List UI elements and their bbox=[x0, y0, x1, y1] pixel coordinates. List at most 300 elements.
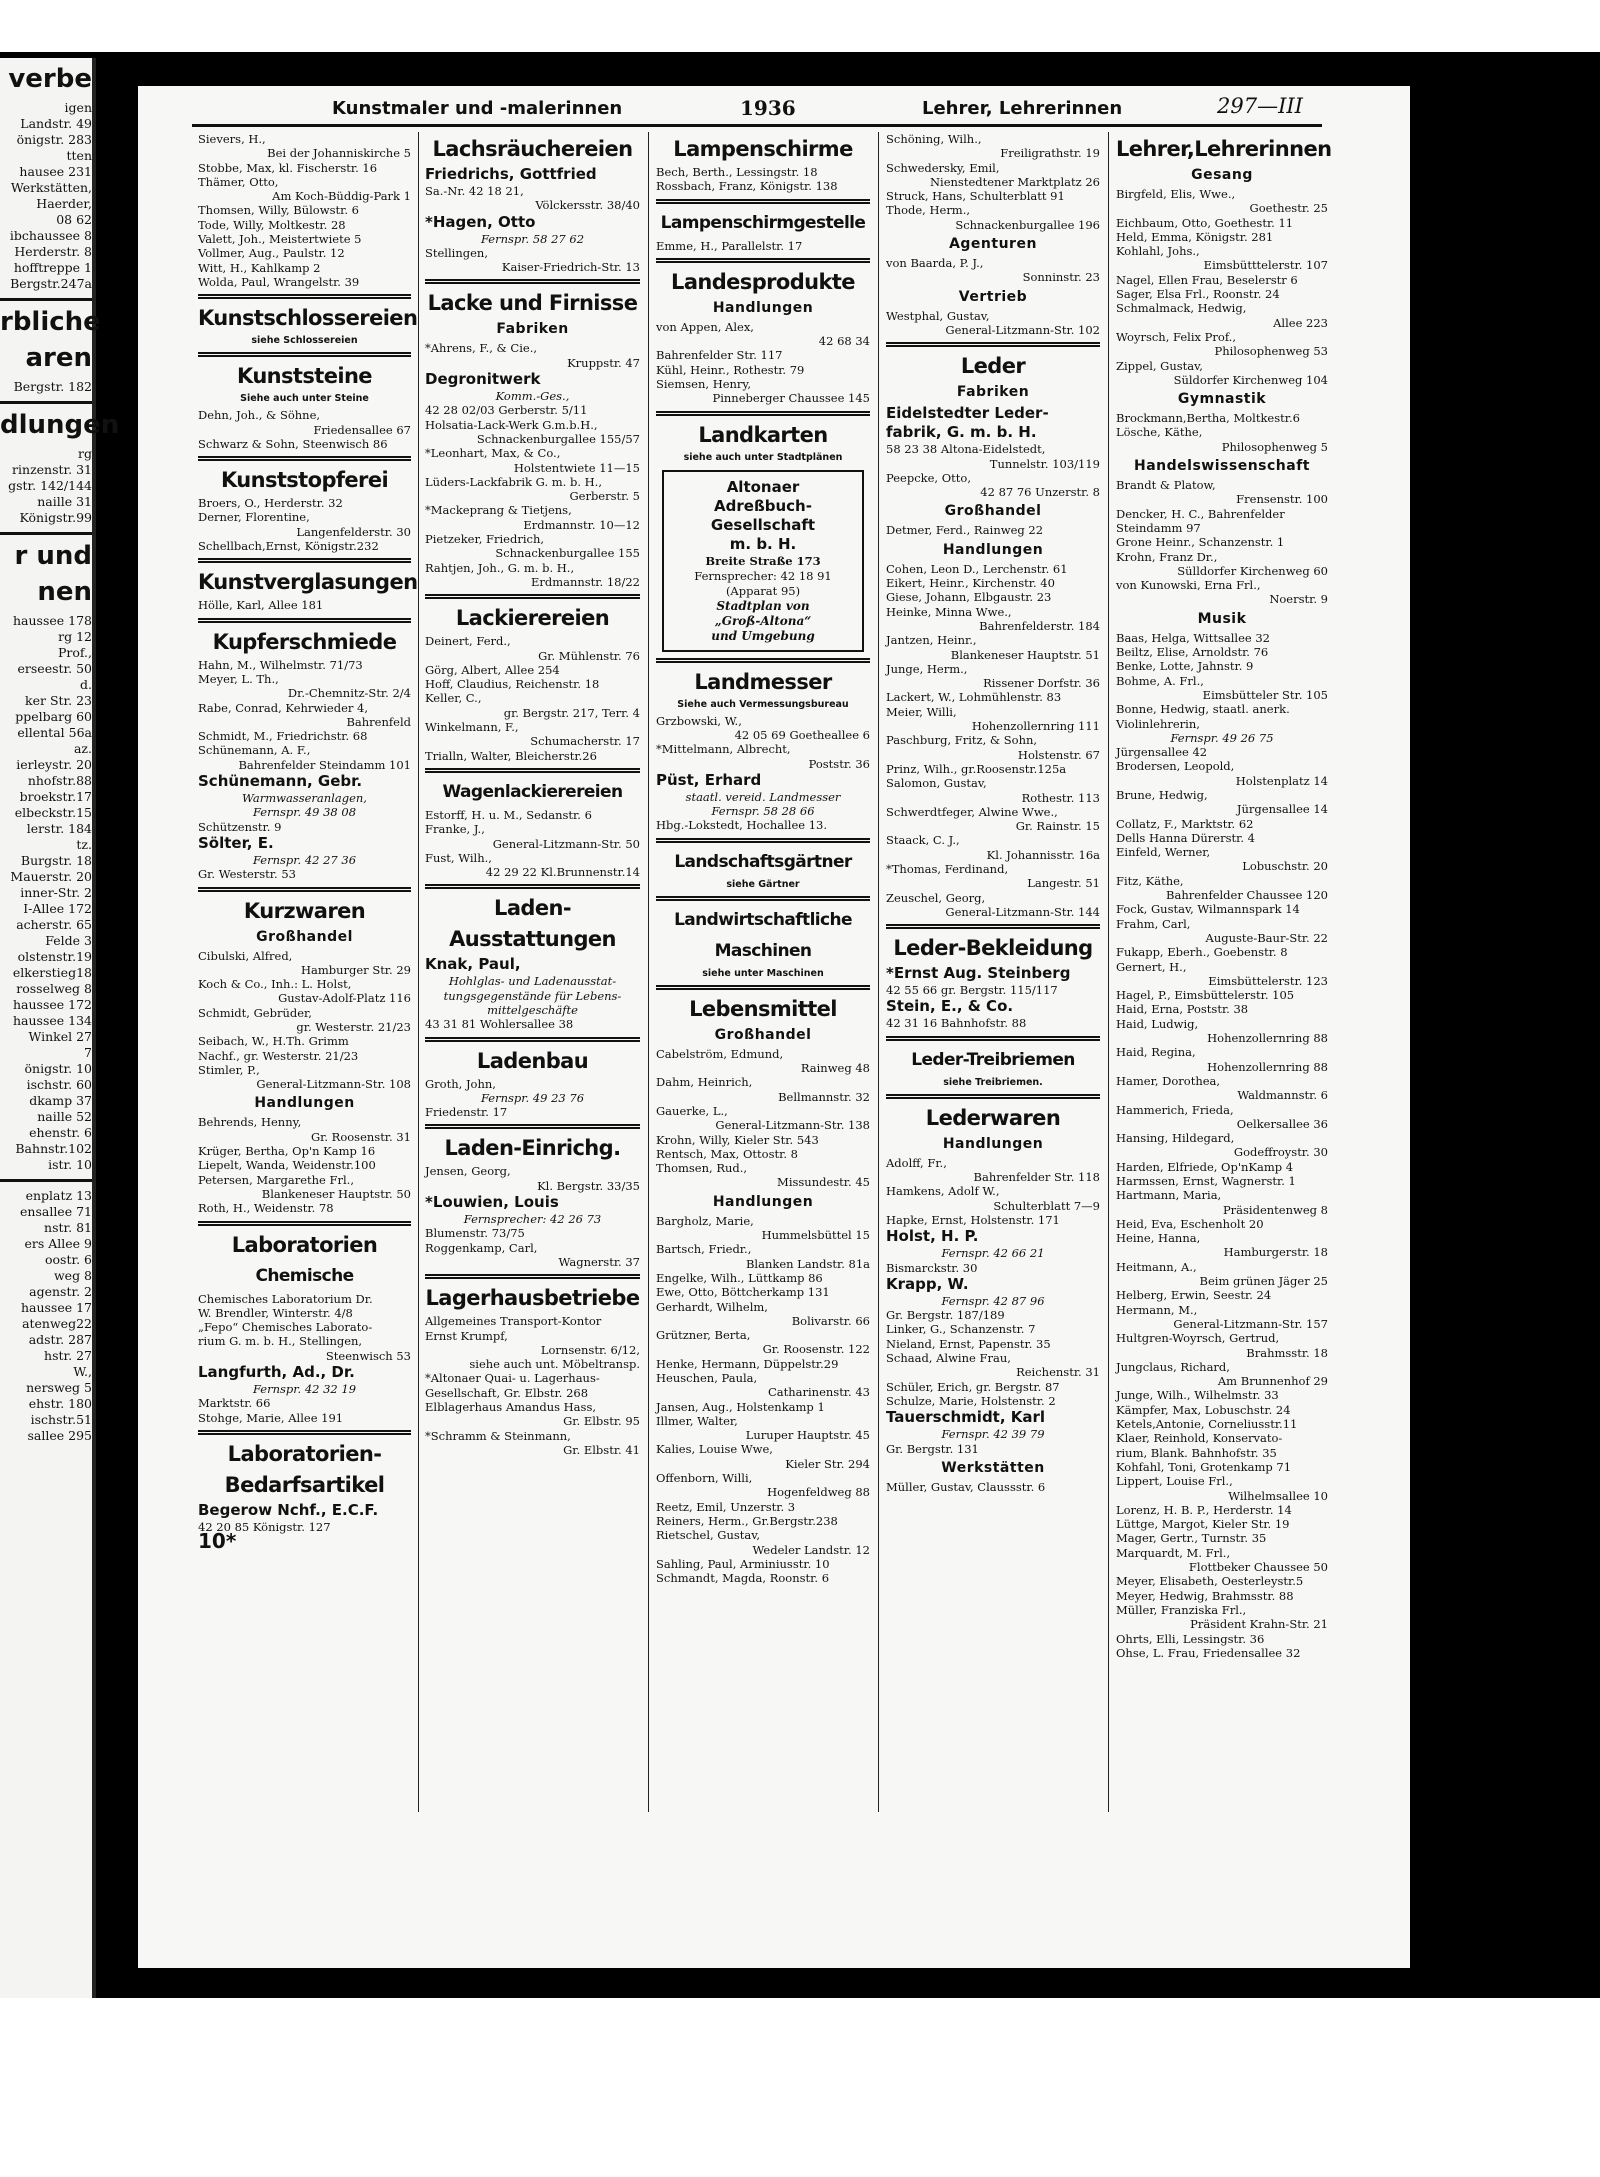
directory-entry: Kämpfer, Max, Lobuschstr. 24 bbox=[1116, 1402, 1291, 1417]
advertisement-line: (Apparat 95) bbox=[725, 583, 801, 598]
subsection-heading: Handlungen bbox=[942, 1135, 1044, 1152]
directory-entry: Mager, Gertr., Turnstr. 35 bbox=[1116, 1531, 1267, 1546]
section-rule bbox=[425, 884, 640, 889]
directory-entry: *Thomas, Ferdinand, bbox=[886, 861, 1009, 876]
left-page-text: Werkstätten, bbox=[10, 180, 92, 195]
left-page-text: aren bbox=[25, 343, 92, 373]
directory-entry: General-Litzmann-Str. 144 bbox=[945, 904, 1100, 919]
directory-entry: Held, Emma, Königstr. 281 bbox=[1116, 229, 1274, 244]
directory-entry: Grone Heinr., Schanzenstr. 1 bbox=[1116, 535, 1285, 550]
adjacent-page-fragment bbox=[0, 58, 120, 1998]
directory-entry: von Kunowski, Erna Frl., bbox=[1116, 578, 1261, 593]
section-rule bbox=[886, 342, 1100, 347]
left-page-text: haussee 17 bbox=[20, 1300, 92, 1315]
subsection-heading: Handelswissenschaft bbox=[1134, 458, 1310, 475]
highlighted-entry: Holst, H. P. bbox=[886, 1227, 979, 1246]
left-page-text: Mauerstr. 20 bbox=[10, 869, 92, 884]
directory-entry: Jensen, Georg, bbox=[425, 1164, 511, 1179]
directory-entry: Kruppstr. 47 bbox=[567, 355, 640, 370]
directory-entry: Godeffroystr. 30 bbox=[1233, 1145, 1328, 1160]
left-page-text: önigstr. 10 bbox=[24, 1061, 92, 1076]
column-divider bbox=[418, 132, 419, 1812]
directory-entry: Langestr. 51 bbox=[1027, 876, 1100, 891]
directory-entry: Krohn, Willy, Kieler Str. 543 bbox=[656, 1132, 819, 1147]
entry-note: Fernspr. 42 87 96 bbox=[941, 1293, 1045, 1308]
left-page-text: adstr. 287 bbox=[28, 1332, 92, 1347]
directory-entry: 42 31 16 Bahnhofstr. 88 bbox=[886, 1016, 1027, 1031]
left-page-rule bbox=[0, 298, 92, 301]
directory-entry: Cabelström, Edmund, bbox=[656, 1046, 784, 1061]
directory-entry: Krohn, Franz Dr., bbox=[1116, 549, 1218, 564]
left-page-text: dkamp 37 bbox=[29, 1093, 92, 1108]
page-number: 297—III bbox=[1217, 94, 1303, 118]
directory-entry: Bolivarstr. 66 bbox=[791, 1313, 870, 1328]
left-page-text: gstr. 142/144 bbox=[8, 478, 92, 493]
directory-entry: Am Koch-Büddig-Park 1 bbox=[272, 189, 411, 204]
directory-entry: Hoff, Claudius, Reichenstr. 18 bbox=[425, 677, 600, 692]
highlighted-entry: Tauerschmidt, Karl bbox=[886, 1408, 1046, 1427]
left-page-text: istr. 10 bbox=[48, 1157, 92, 1172]
highlighted-entry: Knak, Paul, bbox=[425, 955, 521, 974]
directory-entry: Sager, Elsa Frl., Roonstr. 24 bbox=[1116, 287, 1280, 302]
directory-entry: Gustav-Adolf-Platz 116 bbox=[278, 991, 411, 1006]
directory-entry: Holstenstr. 67 bbox=[1017, 747, 1100, 762]
section-rule bbox=[425, 594, 640, 599]
directory-entry: Gr. Roosenstr. 122 bbox=[762, 1342, 870, 1357]
directory-entry: Zippel, Gustav, bbox=[1116, 358, 1203, 373]
directory-entry: Dencker, H. C., Bahrenfelder bbox=[1116, 506, 1285, 521]
directory-entry: Brodersen, Leopold, bbox=[1116, 759, 1235, 774]
left-page-rule bbox=[0, 401, 92, 404]
section-rule bbox=[886, 924, 1100, 929]
directory-entry: Gerberstr. 5 bbox=[569, 489, 640, 504]
directory-entry: Wolda, Paul, Wrangelstr. 39 bbox=[198, 274, 360, 289]
section-rule bbox=[425, 279, 640, 284]
directory-entry: Allgemeines Transport-Kontor bbox=[425, 1314, 602, 1329]
header-year: 1936 bbox=[740, 96, 796, 120]
directory-entry: von Appen, Alex, bbox=[656, 319, 754, 334]
directory-entry: Stobbe, Max, kl. Fischerstr. 16 bbox=[198, 160, 378, 175]
section-rule bbox=[656, 199, 870, 204]
directory-entry: Stimler, P., bbox=[198, 1062, 260, 1077]
directory-entry: Hammerich, Frieda, bbox=[1116, 1102, 1234, 1117]
directory-entry: Lippert, Louise Frl., bbox=[1116, 1474, 1233, 1489]
section-rule bbox=[886, 1036, 1100, 1041]
directory-entry: Siemsen, Henry, bbox=[656, 377, 752, 392]
directory-entry: Rabe, Conrad, Kehrwieder 4, bbox=[198, 700, 369, 715]
directory-entry: Schnackenburgallee 196 bbox=[955, 217, 1100, 232]
directory-entry: Witt, H., Kahlkamp 2 bbox=[198, 260, 321, 275]
directory-entry: Bonne, Hedwig, staatl. anerk. bbox=[1116, 702, 1290, 717]
directory-entry: Friedensallee 67 bbox=[313, 422, 411, 437]
directory-entry: Hamburgerstr. 18 bbox=[1223, 1245, 1328, 1260]
directory-entry: 42 20 85 Königstr. 127 bbox=[198, 1519, 331, 1534]
left-page-text: haussee 178 bbox=[12, 613, 92, 628]
left-page-text: hstr. 27 bbox=[44, 1348, 92, 1363]
left-page-text: ibchaussee 8 bbox=[9, 228, 92, 243]
column-4 bbox=[886, 132, 1100, 1912]
directory-entry: Frahm, Carl, bbox=[1116, 916, 1191, 931]
directory-entry: Bellmannstr. 32 bbox=[778, 1089, 870, 1104]
left-page-text: broekstr.17 bbox=[19, 789, 92, 804]
directory-entry: Kl. Johannisstr. 16a bbox=[986, 847, 1100, 862]
left-page-text: ers Allee 9 bbox=[24, 1236, 92, 1251]
directory-entry: Peepcke, Otto, bbox=[886, 470, 971, 485]
section-heading: Landesprodukte bbox=[671, 269, 855, 294]
directory-entry: Waldmannstr. 6 bbox=[1237, 1088, 1328, 1103]
entry-note: tungsgegenstände für Lebens- bbox=[443, 988, 622, 1003]
directory-entry: Brockmann,Bertha, Moltkestr.6 bbox=[1116, 411, 1300, 426]
left-page-text: W., bbox=[73, 1364, 92, 1379]
directory-entry: Thämer, Otto, bbox=[198, 174, 279, 189]
directory-entry: 58 23 38 Altona-Eidelstedt, bbox=[886, 442, 1046, 457]
directory-entry: Schwedersky, Emil, bbox=[886, 160, 1000, 175]
directory-entry: Winkelmann, F., bbox=[425, 720, 519, 735]
directory-entry: Bahrenfelder Str. 118 bbox=[973, 1170, 1100, 1185]
directory-entry: Schulterblatt 7—9 bbox=[993, 1198, 1100, 1213]
section-rule bbox=[198, 1430, 411, 1435]
directory-entry: Kieler Str. 294 bbox=[785, 1456, 870, 1471]
header-rule bbox=[192, 124, 1322, 127]
directory-entry: Hölle, Karl, Allee 181 bbox=[198, 598, 324, 613]
directory-entry: Marktstr. 66 bbox=[198, 1396, 271, 1411]
directory-entry: Noerstr. 9 bbox=[1269, 592, 1328, 607]
directory-entry: Lüttge, Margot, Kieler Str. 19 bbox=[1116, 1517, 1290, 1532]
cross-reference: siehe unter Maschinen bbox=[702, 967, 824, 979]
directory-entry: Eikert, Heinr., Kirchenstr. 40 bbox=[886, 576, 1055, 591]
directory-entry: Wagnerstr. 37 bbox=[558, 1254, 640, 1269]
section-heading: Kurzwaren bbox=[243, 898, 366, 923]
entry-note: mittelgeschäfte bbox=[487, 1002, 578, 1017]
section-heading: Lacke und Firnisse bbox=[427, 291, 638, 316]
directory-entry: Luruper Hauptstr. 45 bbox=[745, 1428, 870, 1443]
highlighted-entry: *Hagen, Otto bbox=[425, 212, 536, 231]
directory-entry: Illmer, Walter, bbox=[656, 1413, 738, 1428]
directory-entry: Jansen, Aug., Holstenkamp 1 bbox=[656, 1399, 825, 1414]
section-heading: Kunststeine bbox=[237, 364, 372, 389]
directory-entry: 42 55 66 gr. Bergstr. 115/117 bbox=[886, 983, 1058, 998]
directory-entry: Marquardt, M. Frl., bbox=[1116, 1545, 1231, 1560]
directory-entry: General-Litzmann-Str. 50 bbox=[492, 836, 640, 851]
entry-note: Fernspr. 42 39 79 bbox=[941, 1427, 1045, 1442]
section-rule bbox=[198, 1221, 411, 1226]
directory-entry: Cibulski, Alfred, bbox=[198, 948, 293, 963]
left-page-text: ppelbarg 60 bbox=[15, 709, 92, 724]
directory-entry: Tunnelstr. 103/119 bbox=[989, 456, 1100, 471]
entry-note: Fernspr. 42 66 21 bbox=[941, 1246, 1045, 1261]
directory-entry: gr. Bergstr. 217, Terr. 4 bbox=[503, 705, 640, 720]
left-page-text: tz. bbox=[76, 837, 92, 852]
left-page-text: Landstr. 49 bbox=[20, 116, 92, 131]
directory-entry: Fock, Gustav, Wilmannspark 14 bbox=[1116, 902, 1300, 917]
directory-entry: Schünemann, A. F., bbox=[198, 743, 311, 758]
left-page-text: ierleystr. 20 bbox=[16, 757, 92, 772]
directory-entry: Schnackenburgallee 155/57 bbox=[476, 431, 640, 446]
directory-entry: Helberg, Erwin, Seestr. 24 bbox=[1116, 1288, 1272, 1303]
subsection-heading: Handlungen bbox=[942, 541, 1044, 558]
directory-entry: Hultgren-Woyrsch, Gertrud, bbox=[1116, 1331, 1280, 1346]
left-page-text: acherstr. 65 bbox=[16, 917, 92, 932]
entry-note: Warmwasseranlagen, bbox=[242, 791, 367, 806]
directory-entry: Jürgensallee 42 bbox=[1116, 745, 1208, 760]
directory-entry: Eimsbütteler Str. 105 bbox=[1202, 687, 1328, 702]
section-heading: Kupferschmiede bbox=[212, 629, 397, 654]
left-page-text: az. bbox=[73, 741, 92, 756]
directory-entry: *Leonhart, Max, & Co., bbox=[425, 446, 561, 461]
directory-entry: Gesellschaft, Gr. Elbstr. 268 bbox=[425, 1385, 589, 1400]
directory-entry: Rainweg 48 bbox=[800, 1061, 870, 1076]
directory-entry: Stellingen, bbox=[425, 245, 488, 260]
left-page-text: ischstr.51 bbox=[30, 1412, 92, 1427]
directory-entry: Haid, Ludwig, bbox=[1116, 1016, 1199, 1031]
directory-entry: Sahling, Paul, Arminiusstr. 10 bbox=[656, 1556, 830, 1571]
highlighted-entry: fabrik, G. m. b. H. bbox=[886, 423, 1037, 442]
directory-entry: Langenfelderstr. 30 bbox=[296, 524, 411, 539]
left-page-text: rinzenstr. 31 bbox=[12, 462, 92, 477]
section-heading: Leder-Bekleidung bbox=[893, 936, 1093, 961]
directory-entry: *Ahrens, F., & Cie., bbox=[425, 341, 538, 356]
directory-entry: Rissener Dorfstr. 36 bbox=[983, 676, 1100, 691]
directory-entry: Schwerdtfeger, Alwine Wwe., bbox=[886, 804, 1058, 819]
directory-entry: Junge, Wilh., Wilhelmstr. 33 bbox=[1116, 1388, 1279, 1403]
section-rule bbox=[425, 1037, 640, 1042]
section-heading: Leder-Treibriemen bbox=[911, 1049, 1075, 1070]
directory-entry: Koch & Co., Inh.: L. Holst, bbox=[198, 977, 352, 992]
left-page-text: inner-Str. 2 bbox=[20, 885, 92, 900]
directory-entry: 42 29 22 Kl.Brunnenstr.14 bbox=[485, 865, 640, 880]
directory-entry: Präsident Krahn-Str. 21 bbox=[1190, 1617, 1328, 1632]
directory-entry: Ohrts, Elli, Lessingstr. 36 bbox=[1116, 1631, 1265, 1646]
directory-entry: Schellbach,Ernst, Königstr.232 bbox=[198, 539, 379, 554]
directory-entry: Eimsbütttelerstr. 107 bbox=[1203, 258, 1328, 273]
section-rule bbox=[656, 411, 870, 416]
advertisement-box bbox=[662, 470, 864, 652]
directory-entry: Reetz, Emil, Unzerstr. 3 bbox=[656, 1499, 796, 1514]
directory-entry: Hapke, Ernst, Holstenstr. 171 bbox=[886, 1212, 1060, 1227]
left-page-text: Königstr.99 bbox=[19, 510, 92, 525]
left-page-text: igen bbox=[64, 100, 92, 115]
left-page-text: d. bbox=[80, 677, 92, 692]
section-rule bbox=[656, 838, 870, 843]
advertisement-line: Adreßbuch- bbox=[714, 496, 812, 515]
subsection-heading: Großhandel bbox=[714, 1026, 812, 1043]
directory-entry: Thode, Herm., bbox=[886, 203, 971, 218]
directory-entry: Hartmann, Maria, bbox=[1116, 1188, 1222, 1203]
subsection-heading: Großhandel bbox=[256, 928, 353, 945]
directory-entry: Heid, Eva, Eschenholt 20 bbox=[1116, 1216, 1264, 1231]
directory-entry: Hamkens, Adolf W., bbox=[886, 1184, 1000, 1199]
section-rule bbox=[198, 618, 411, 623]
directory-entry: Gr. Westerstr. 53 bbox=[198, 867, 296, 882]
directory-entry: Gerhardt, Wilhelm, bbox=[656, 1299, 768, 1314]
directory-entry: Heinke, Minna Wwe., bbox=[886, 604, 1012, 619]
directory-entry: *Schramm & Steinmann, bbox=[425, 1428, 571, 1443]
left-page-rule bbox=[0, 532, 92, 535]
directory-entry: Gr. Bergstr. 131 bbox=[886, 1441, 979, 1456]
entry-note: Fernspr. 49 23 76 bbox=[480, 1090, 585, 1105]
entry-note: Hohlglas- und Ladenausstat- bbox=[448, 974, 617, 989]
subsection-heading: Musik bbox=[1197, 610, 1247, 627]
section-rule bbox=[425, 768, 640, 773]
left-page-text: nersweg 5 bbox=[26, 1380, 92, 1395]
left-page-text: rosselweg 8 bbox=[16, 981, 92, 996]
directory-entry: Harmssen, Ernst, Wagnerstr. 1 bbox=[1116, 1174, 1296, 1188]
section-rule bbox=[198, 294, 411, 299]
directory-entry: Emme, H., Parallelstr. 17 bbox=[656, 238, 803, 253]
left-page-text: atenweg22 bbox=[22, 1316, 92, 1331]
directory-entry: Bahrenfeld bbox=[346, 714, 411, 729]
page-header bbox=[192, 94, 1322, 124]
section-heading: Ausstattungen bbox=[449, 927, 616, 952]
section-heading: Lampenschirme bbox=[673, 137, 853, 161]
left-page-text: nhofstr.88 bbox=[27, 773, 92, 788]
directory-entry: Dells Hanna Dürerstr. 4 bbox=[1116, 830, 1255, 845]
section-heading: Lederwaren bbox=[925, 1105, 1061, 1130]
directory-entry: Grützner, Berta, bbox=[656, 1328, 751, 1343]
directory-entry: Görg, Albert, Allee 254 bbox=[425, 662, 560, 677]
directory-entry: Heine, Hanna, bbox=[1116, 1231, 1201, 1246]
directory-entry: Tode, Willy, Moltkestr. 28 bbox=[198, 217, 346, 232]
directory-entry: siehe auch unt. Möbeltransp. bbox=[469, 1357, 640, 1372]
directory-entry: Prinz, Wilh., gr.Roosenstr.125a bbox=[886, 761, 1067, 776]
left-page-text: rg bbox=[78, 446, 92, 461]
directory-entry: Meyer, Elisabeth, Oesterleystr.5 bbox=[1116, 1574, 1304, 1589]
directory-entry: gr. Westerstr. 21/23 bbox=[296, 1019, 411, 1034]
subsection-heading: Handlungen bbox=[712, 299, 814, 316]
directory-entry: Brune, Hedwig, bbox=[1116, 787, 1208, 802]
directory-entry: Oelkersallee 36 bbox=[1236, 1116, 1328, 1131]
directory-entry: Reichenstr. 31 bbox=[1016, 1365, 1100, 1380]
cross-reference: siehe Schlossereien bbox=[251, 335, 358, 347]
directory-entry: Ernst Krumpf, bbox=[425, 1328, 508, 1343]
header-left-title: Kunstmaler und -malerinnen bbox=[332, 98, 623, 119]
directory-entry: Kalies, Louise Wwe, bbox=[656, 1442, 773, 1457]
directory-entry: Pinneberger Chaussee 145 bbox=[712, 391, 870, 406]
directory-entry: 42 28 02/03 Gerberstr. 5/11 bbox=[425, 403, 588, 418]
directory-entry: Gr. Elbstr. 95 bbox=[563, 1414, 640, 1429]
left-page-text: önigstr. 283 bbox=[16, 132, 92, 147]
left-page-rule bbox=[0, 1179, 92, 1182]
directory-entry: Hohenzollernring 88 bbox=[1207, 1031, 1328, 1046]
directory-entry: Einfeld, Werner, bbox=[1116, 845, 1211, 860]
highlighted-entry: Sölter, E. bbox=[198, 833, 274, 852]
left-page-text: nstr. 81 bbox=[44, 1220, 92, 1235]
section-heading: Lehrer,Lehrerinnen bbox=[1116, 137, 1332, 161]
subsection-heading: Handlungen bbox=[254, 1095, 355, 1112]
highlighted-entry: *Louwien, Louis bbox=[425, 1193, 559, 1212]
directory-entry: Brahmsstr. 18 bbox=[1246, 1345, 1328, 1360]
directory-entry: Ewe, Otto, Böttcherkamp 131 bbox=[656, 1285, 830, 1300]
section-heading: Bedarfsartikel bbox=[224, 1472, 385, 1497]
directory-entry: Sa.-Nr. 42 18 21, bbox=[425, 184, 524, 198]
highlighted-entry: Friedrichs, Gottfried bbox=[425, 165, 597, 183]
directory-entry: Lösche, Käthe, bbox=[1116, 425, 1203, 440]
directory-entry: Meier, Willi, bbox=[886, 704, 957, 719]
directory-entry: Hogenfeldweg 88 bbox=[767, 1485, 870, 1500]
directory-entry: Woyrsch, Felix Prof., bbox=[1116, 329, 1236, 344]
directory-entry: Meyer, Hedwig, Brahmsstr. 88 bbox=[1116, 1588, 1294, 1603]
left-page-text: Bergstr. 182 bbox=[13, 379, 92, 394]
directory-entry: Eimsbüttelerstr. 123 bbox=[1208, 973, 1328, 988]
left-page-text: naille 31 bbox=[37, 494, 92, 509]
directory-entry: Schützenstr. 9 bbox=[198, 819, 282, 834]
directory-entry: Schmandt, Magda, Roonstr. 6 bbox=[656, 1571, 830, 1586]
highlighted-entry: Langfurth, Ad., Dr. bbox=[198, 1363, 355, 1382]
column-divider bbox=[878, 132, 879, 1812]
directory-entry: Rahtjen, Joh., G. m. b. H., bbox=[425, 560, 575, 575]
directory-entry: Ohse, L. Frau, Friedensallee 32 bbox=[1116, 1645, 1301, 1660]
directory-entry: Schmidt, M., Friedrichstr. 68 bbox=[198, 729, 368, 744]
directory-entry: Broers, O., Herderstr. 32 bbox=[198, 496, 343, 511]
directory-entry: Frensenstr. 100 bbox=[1236, 492, 1328, 507]
directory-entry: Nieland, Ernst, Papenstr. 35 bbox=[886, 1336, 1051, 1351]
directory-entry: Adolff, Fr., bbox=[886, 1155, 947, 1170]
section-rule bbox=[198, 456, 411, 461]
column-3 bbox=[656, 132, 870, 1912]
directory-entry: Nienstedtener Marktplatz 26 bbox=[929, 174, 1100, 189]
column-2 bbox=[425, 132, 640, 1912]
directory-entry: Detmer, Ferd., Rainweg 22 bbox=[886, 523, 1044, 538]
directory-entry: Blankeneser Hauptstr. 51 bbox=[950, 647, 1100, 662]
directory-entry: Jungclaus, Richard, bbox=[1116, 1359, 1230, 1374]
left-page-text: oostr. 6 bbox=[45, 1252, 92, 1267]
directory-entry: Holstentwiete 11—15 bbox=[513, 460, 640, 475]
advertisement-line: m. b. H. bbox=[729, 534, 797, 553]
directory-entry: Haid, Regina, bbox=[1116, 1045, 1196, 1060]
directory-entry: Schwarz & Sohn, Steenwisch 86 bbox=[198, 436, 388, 451]
section-heading: Ladenbau bbox=[476, 1048, 589, 1073]
directory-entry: Schaad, Alwine Frau, bbox=[886, 1351, 1011, 1366]
section-heading: Leder bbox=[960, 354, 1026, 379]
directory-entry: Müller, Franziska Frl., bbox=[1116, 1602, 1247, 1617]
directory-entry: Deinert, Ferd., bbox=[425, 634, 511, 649]
directory-entry: Linker, G., Schanzenstr. 7 bbox=[886, 1322, 1036, 1337]
highlighted-entry: Krapp, W. bbox=[886, 1274, 969, 1293]
directory-entry: Goethestr. 25 bbox=[1249, 201, 1328, 216]
directory-entry: „Fepo“ Chemisches Laborato- bbox=[198, 1320, 373, 1335]
highlighted-entry: *Ernst Aug. Steinberg bbox=[886, 964, 1071, 983]
entry-note: Fernspr. 42 27 36 bbox=[252, 852, 357, 867]
section-heading: Kunstverglasungen bbox=[198, 570, 418, 595]
directory-entry: Bismarckstr. 30 bbox=[886, 1260, 978, 1275]
directory-entry: Schumacherstr. 17 bbox=[530, 734, 640, 749]
left-page-text: lerstr. 184 bbox=[26, 821, 92, 836]
directory-entry: 43 31 81 Wohlersallee 38 bbox=[425, 1017, 574, 1032]
cross-reference: siehe auch unter Stadtplänen bbox=[683, 451, 843, 463]
directory-entry: Grzbowski, W., bbox=[656, 713, 742, 728]
directory-entry: Jantzen, Heinr., bbox=[886, 633, 977, 648]
section-heading: Lampenschirmgestelle bbox=[660, 212, 866, 233]
directory-entry: Salomon, Gustav, bbox=[886, 776, 987, 791]
directory-entry: rium G. m. b. H., Stellingen, bbox=[198, 1334, 363, 1349]
directory-entry: Westphal, Gustav, bbox=[886, 308, 990, 323]
directory-entry: Hamer, Dorothea, bbox=[1116, 1073, 1221, 1088]
left-page-text: Haerder, bbox=[36, 196, 92, 211]
directory-entry: *Mittelmann, Albrecht, bbox=[656, 742, 791, 757]
directory-entry: Lackert, W., Lohmühlenstr. 83 bbox=[886, 690, 1062, 705]
entry-note: Fernsprecher: 42 26 73 bbox=[463, 1212, 602, 1227]
section-rule bbox=[656, 896, 870, 901]
directory-entry: Süldorfer Kirchenweg 104 bbox=[1173, 372, 1328, 387]
highlighted-entry: Begerow Nchf., E.C.F. bbox=[198, 1500, 379, 1519]
left-page-text: sallee 295 bbox=[27, 1428, 92, 1443]
section-heading: Landmesser bbox=[694, 669, 832, 694]
directory-entry: Benke, Lotte, Jahnstr. 9 bbox=[1116, 659, 1254, 674]
directory-entry: Stohge, Marie, Allee 191 bbox=[198, 1410, 344, 1425]
subsection-heading: Werkstätten bbox=[941, 1459, 1045, 1476]
directory-entry: Kl. Bergstr. 33/35 bbox=[537, 1178, 640, 1193]
directory-entry: Blumenstr. 73/75 bbox=[425, 1226, 525, 1241]
